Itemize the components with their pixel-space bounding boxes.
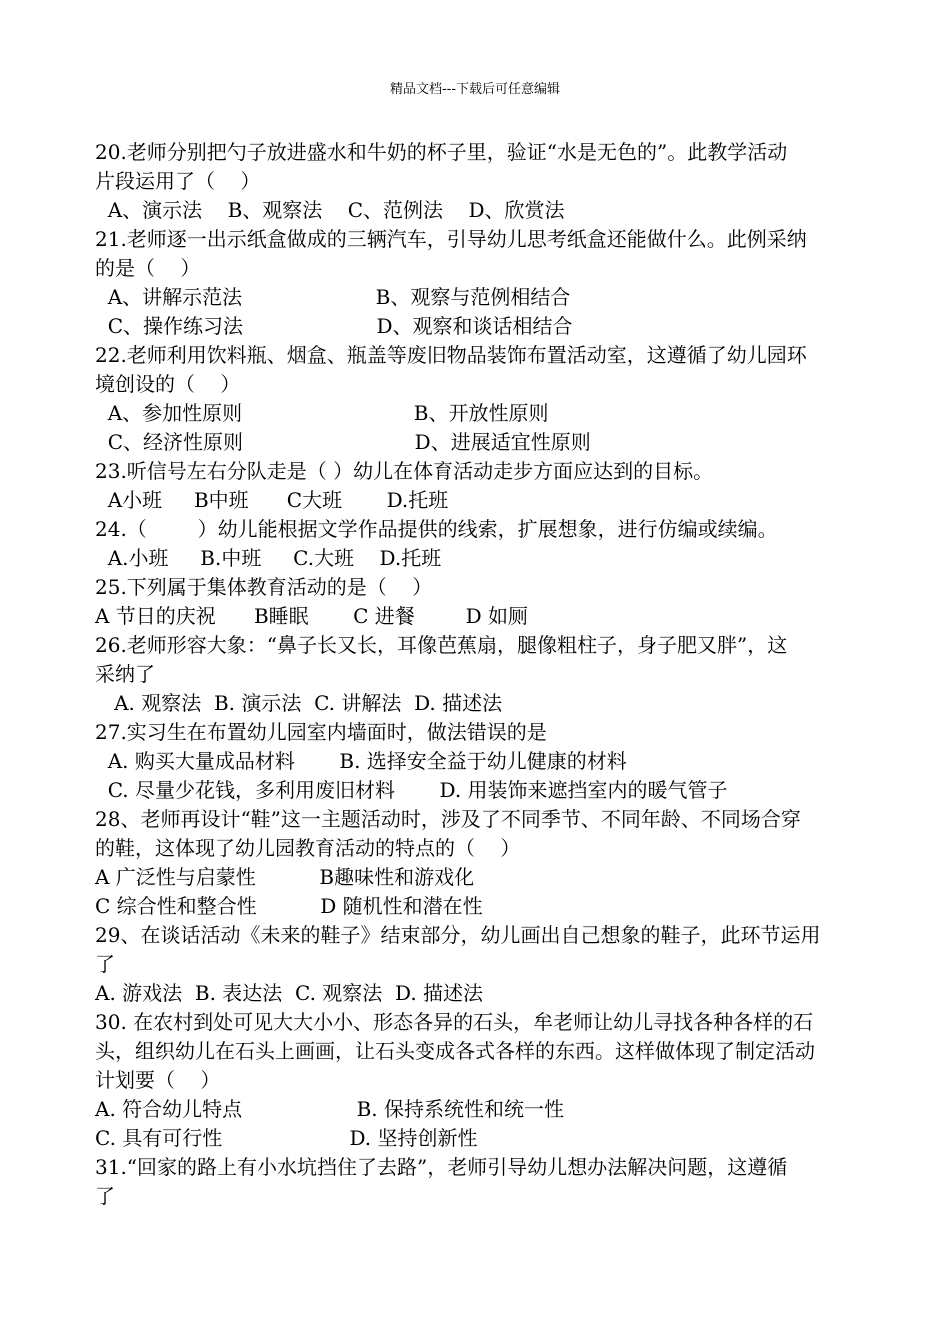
text-line: 了 (95, 952, 115, 976)
text-line: 27.实习生在布置幼儿园室内墙面时，做法错误的是 (95, 720, 547, 744)
text-line: 了 (95, 1184, 115, 1208)
text-line: A. 购买大量成品材料 B. 选择安全益于幼儿健康的材料 (95, 749, 627, 773)
text-line: C、经济性原则 D、进展适宜性原则 (95, 430, 591, 454)
text-line: 的是（ ） (95, 256, 201, 280)
text-line: 的鞋，这体现了幼儿园教育活动的特点的（ ） (95, 836, 521, 860)
text-line: 22.老师利用饮料瓶、烟盒、瓶盖等废旧物品装饰布置活动室，这遵循了幼儿园环 (95, 343, 807, 367)
text-line: C 综合性和整合性 D 随机性和潜在性 (95, 894, 483, 918)
text-line: 31.“回家的路上有小水坑挡住了去路”，老师引导幼儿想办法解决问题，这遵循 (95, 1155, 788, 1179)
text-line: A. 符合幼儿特点 B. 保持系统性和统一性 (95, 1097, 565, 1121)
text-line: 28、老师再设计“鞋”这一主题活动时，涉及了不同季节、不同年龄、不同场合穿 (95, 807, 801, 831)
text-line: A 节日的庆祝 B睡眠 C 进餐 D 如厕 (95, 604, 529, 628)
text-line: A. 游戏法 B. 表达法 C. 观察法 D. 描述法 (95, 981, 484, 1005)
text-line: A、讲解示范法 B、观察与范例相结合 (95, 285, 571, 309)
text-line: A、参加性原则 B、开放性原则 (95, 401, 549, 425)
text-line: 境创设的（ ） (95, 372, 241, 396)
text-line: 计划要（ ） (95, 1068, 221, 1092)
text-line: C、操作练习法 D、观察和谈话相结合 (95, 314, 573, 338)
text-line: A、演示法 B、观察法 C、范例法 D、欣赏法 (95, 198, 565, 222)
text-line: 29、在谈话活动《未来的鞋子》结束部分，幼儿画出自己想象的鞋子，此环节运用 (95, 923, 821, 947)
text-line: 24.（ ）幼儿能根据文学作品提供的线索，扩展想象，进行仿编或续编。 (95, 517, 778, 541)
page-header: 精品文档---下载后可任意编辑 (389, 82, 561, 97)
text-line: 20.老师分别把勺子放进盛水和牛奶的杯子里，验证“水是无色的”。此教学活动 (95, 140, 788, 164)
text-line: 采纳了 (95, 662, 155, 686)
text-line: 片段运用了（ ） (95, 169, 261, 193)
text-line: A.小班 B.中班 C.大班 D.托班 (95, 546, 442, 570)
text-line: 30. 在农村到处可见大大小小、形态各异的石头，牟老师让幼儿寻找各种各样的石 (95, 1010, 814, 1034)
document-body (95, 138, 895, 1211)
text-line: 头，组织幼儿在石头上画画，让石头变成各式各样的东西。这样做体现了制定活动 (95, 1039, 815, 1063)
text-line: 23.听信号左右分队走是（ ）幼儿在体育活动走步方面应达到的目标。 (95, 459, 714, 483)
text-line: 21.老师逐一出示纸盒做成的三辆汽车，引导幼儿思考纸盒还能做什么。此例采纳 (95, 227, 807, 251)
text-line: 26.老师形容大象：“鼻子长又长，耳像芭蕉扇，腿像粗柱子，身子肥又胖”，这 (95, 633, 788, 657)
text-line: A小班 B中班 C大班 D.托班 (95, 488, 449, 512)
text-line: A. 观察法 B. 演示法 C. 讲解法 D. 描述法 (95, 691, 503, 715)
text-line: A 广泛性与启蒙性 B趣味性和游戏化 (95, 865, 475, 889)
text-line: 25.下列属于集体教育活动的是（ ） (95, 575, 433, 599)
text-line: C. 具有可行性 D. 坚持创新性 (95, 1126, 478, 1150)
text-line: C. 尽量少花钱，多利用废旧材料 D. 用装饰来遮挡室内的暖气管子 (95, 778, 728, 802)
